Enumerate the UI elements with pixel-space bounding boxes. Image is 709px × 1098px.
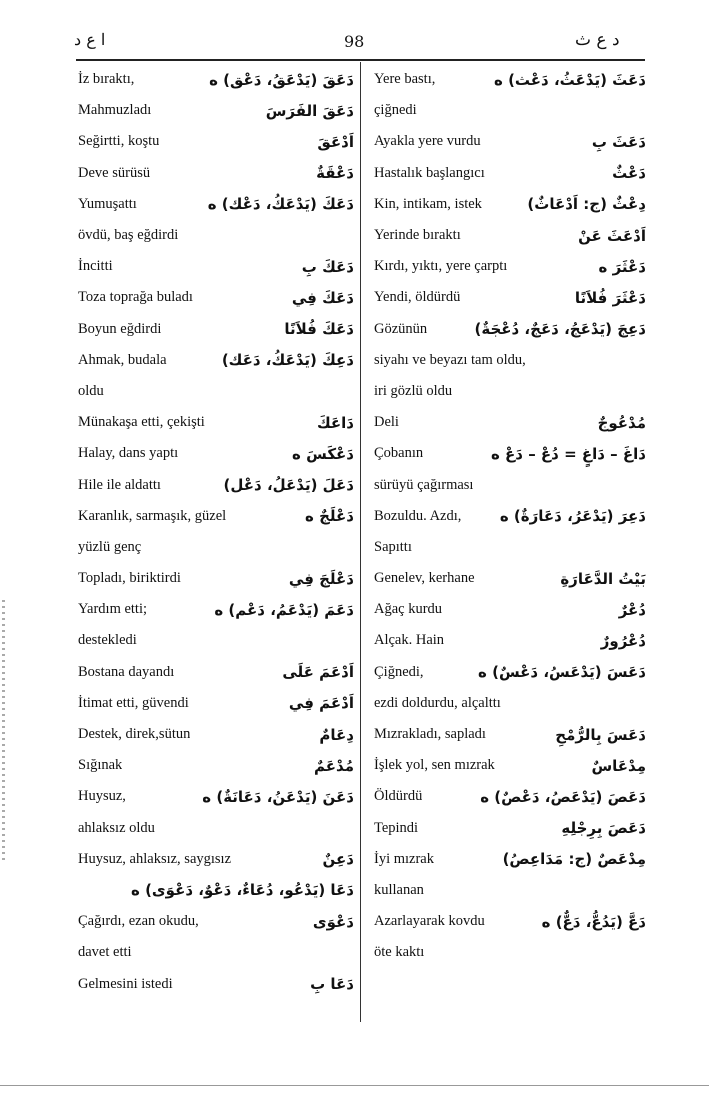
turkish-definition: Gözünün (374, 320, 428, 337)
turkish-definition: Destek, direk,sütun (78, 726, 191, 743)
arabic-headword: اَدْعَمَ فِي (288, 694, 354, 713)
dictionary-entry-line (78, 314, 354, 345)
header-left-letters: ا ع د (74, 30, 106, 49)
arabic-headword: دَاعَكَ (316, 413, 354, 432)
arabic-headword: دَعْثَرَ ه (598, 257, 646, 276)
arabic-headword: دَعْكَسَ ه (292, 444, 354, 463)
arabic-headword: دَعْقَةٌ (316, 164, 354, 183)
turkish-definition: Çağırdı, ezan okudu, (78, 913, 199, 930)
arabic-headword: اَدْعَقَ (317, 132, 354, 151)
turkish-definition: Mahmuzladı (78, 102, 152, 119)
arabic-headword: مُدْعُوجٌ (597, 413, 646, 432)
turkish-definition: Kin, intikam, istek (374, 195, 482, 212)
turkish-definition: Yumuşattı (78, 195, 137, 212)
arabic-headword: دَعَا (يَدْعُو، دُعَاءٌ، دَعْوٌ، دَعْوَى) ه (131, 881, 354, 900)
dictionary-entry-line (78, 625, 354, 656)
turkish-definition: siyahı ve beyazı tam oldu, (374, 351, 526, 368)
dictionary-entry-line (78, 220, 354, 251)
dictionary-entry-line (78, 64, 354, 95)
turkish-definition: Toza toprağa buladı (78, 289, 193, 306)
turkish-definition: davet etti (78, 944, 132, 961)
dictionary-entry-line (78, 469, 354, 500)
column-divider (360, 62, 361, 1022)
arabic-headword: دَعِنٌ (322, 850, 354, 869)
dictionary-entry-line (78, 407, 354, 438)
turkish-definition: İtimat etti, güvendi (78, 694, 189, 711)
turkish-definition: Ahmak, budala (78, 351, 167, 368)
turkish-definition: öte kaktı (374, 944, 425, 961)
dictionary-entry-line (374, 189, 646, 220)
dictionary-entry-line (374, 937, 646, 968)
arabic-headword: دَعَكَ (يَدْعَكُ، دَعْك) ه (207, 195, 354, 214)
turkish-definition: oldu (78, 382, 104, 399)
arabic-headword: دَعَا بِ (310, 975, 354, 994)
turkish-definition: Huysuz, (78, 788, 126, 805)
scan-margin-marks (2, 600, 5, 860)
arabic-headword: مُدْعَمٌ (314, 756, 354, 775)
dictionary-entry-line (78, 532, 354, 563)
dictionary-entry-line (374, 657, 646, 688)
turkish-definition: Sığınak (78, 757, 123, 774)
dictionary-entry-line (374, 532, 646, 563)
turkish-definition: Hile ile aldattı (78, 476, 161, 493)
dictionary-entry-line (78, 657, 354, 688)
dictionary-entry-line (374, 469, 646, 500)
arabic-headword: دَعْلَجَ فِي (288, 569, 354, 588)
turkish-definition: Genelev, kerhane (374, 570, 475, 587)
arabic-headword: دِعْثٌ (ج: اَدْعَاثٌ) (527, 195, 646, 214)
turkish-definition: Çiğnedi, (374, 663, 424, 680)
turkish-definition: Sapıttı (374, 538, 412, 555)
dictionary-entry-line (374, 813, 646, 844)
arabic-headword: دَعَكَ فُلاَنًا (284, 320, 354, 339)
dictionary-entry-line (374, 875, 646, 906)
arabic-headword: دَعَسَ بِالرُّمْحِ (555, 725, 646, 744)
dictionary-entry-line (78, 95, 354, 126)
turkish-definition: Hastalık başlangıcı (374, 164, 485, 181)
turkish-definition: Yendi, öldürdü (374, 289, 461, 306)
turkish-definition: İyi mızrak (374, 850, 434, 867)
dictionary-entry-line (78, 563, 354, 594)
turkish-definition: Gelmesini istedi (78, 975, 173, 992)
arabic-headword: دَعَكَ فِي (291, 288, 354, 307)
dictionary-entry-line (78, 158, 354, 189)
turkish-definition: İşlek yol, sen mızrak (374, 757, 495, 774)
turkish-definition: Deli (374, 414, 399, 431)
dictionary-entry-line (374, 376, 646, 407)
arabic-headword: اَدْعَثَ عَنْ (578, 226, 646, 245)
header-right-letters: د ع ث (575, 30, 620, 50)
turkish-definition: Karanlık, sarmaşık, güzel (78, 507, 227, 524)
arabic-headword: دَعَّ (يَدُعُّ، دَعٌّ) ه (541, 912, 646, 931)
turkish-definition: destekledi (78, 632, 137, 649)
dictionary-entry-line (78, 719, 354, 750)
turkish-definition: Kırdı, yıktı, yere çarptı (374, 258, 508, 275)
turkish-definition: iri gözlü oldu (374, 382, 453, 399)
dictionary-entry-line (78, 438, 354, 469)
dictionary-entry-line (78, 251, 354, 282)
dictionary-entry-line (374, 95, 646, 126)
dictionary-entry-line (78, 750, 354, 781)
arabic-headword: دَعْوَى (312, 912, 354, 931)
arabic-headword: دَعَسَ (يَدْعَسُ، دَعْسٌ) ه (478, 663, 646, 682)
dictionary-entry-line (374, 844, 646, 875)
dictionary-entry-line (78, 844, 354, 875)
arabic-headword: دُعْرٌ (618, 600, 646, 619)
arabic-headword: دَعَنَ (يَدْعَنُ، دَعَانَةٌ) ه (202, 787, 354, 806)
dictionary-entry-line (374, 688, 646, 719)
arabic-headword: دَعَثَ (يَدْعَثُ، دَعْث) ه (494, 70, 646, 89)
arabic-headword: دَعَصَ (يَدْعَصُ، دَعْصٌ) ه (480, 787, 646, 806)
dictionary-entry-line (374, 64, 646, 95)
dictionary-entry-line (374, 906, 646, 937)
dictionary-entry-line (374, 781, 646, 812)
turkish-definition: övdü, baş eğdirdi (78, 227, 179, 244)
turkish-definition: Huysuz, ahlaksız, saygısız (78, 850, 232, 867)
arabic-headword: دَعَقَ الفَرَسَ (265, 101, 354, 120)
dictionary-entry-line (78, 781, 354, 812)
arabic-headword: دَعَكَ بِ (301, 257, 354, 276)
turkish-definition: çiğnedi (374, 102, 417, 119)
turkish-definition: kullanan (374, 881, 424, 898)
turkish-definition: ahlaksız oldu (78, 819, 155, 836)
dictionary-entry-line (78, 937, 354, 968)
arabic-headword: اَدْعَمَ عَلَى (282, 663, 354, 682)
dictionary-entry-line (374, 625, 646, 656)
dictionary-entry-line (78, 189, 354, 220)
dictionary-entry-line (374, 501, 646, 532)
turkish-definition: Boyun eğdirdi (78, 320, 162, 337)
dictionary-entry-line (374, 282, 646, 313)
dictionary-entry-line (78, 376, 354, 407)
dictionary-entry-line (78, 813, 354, 844)
turkish-definition: Topladı, biriktirdi (78, 570, 181, 587)
dictionary-entry-line (78, 126, 354, 157)
turkish-definition: Yerinde bıraktı (374, 227, 461, 244)
arabic-headword: دِعَامٌ (319, 725, 354, 744)
left-column (78, 64, 354, 1000)
dictionary-entry-line (78, 594, 354, 625)
turkish-definition: Halay, dans yaptı (78, 445, 179, 462)
turkish-definition: Azarlayarak kovdu (374, 913, 485, 930)
turkish-definition: Deve sürüsü (78, 164, 151, 181)
turkish-definition: Alçak. Hain (374, 632, 445, 649)
turkish-definition: yüzlü genç (78, 538, 142, 555)
dictionary-entry-line (374, 750, 646, 781)
turkish-definition: Öldürdü (374, 788, 423, 805)
turkish-definition: Seğirtti, koştu (78, 133, 160, 150)
dictionary-entry-line (78, 688, 354, 719)
turkish-definition: Ayakla yere vurdu (374, 133, 481, 150)
turkish-definition: sürüyü çağırması (374, 476, 474, 493)
dictionary-entry-line (374, 314, 646, 345)
dictionary-entry-line (374, 594, 646, 625)
turkish-definition: Ağaç kurdu (374, 601, 443, 618)
arabic-headword: دُعْرُورٌ (600, 631, 646, 650)
arabic-headword: دَعْثٌ (612, 164, 646, 183)
arabic-headword: دَعِرَ (يَدْعَرُ، دَعَارَةٌ) ه (499, 507, 646, 526)
page-number: 98 (344, 32, 365, 51)
dictionary-entry-line (78, 345, 354, 376)
turkish-definition: ezdi doldurdu, alçalttı (374, 694, 501, 711)
dictionary-entry-line (374, 407, 646, 438)
dictionary-entry-line (374, 220, 646, 251)
turkish-definition: İz bıraktı, (78, 71, 135, 88)
turkish-definition: Bozuldu. Azdı, (374, 507, 462, 524)
arabic-headword: دَعِجَ (يَدْعَجُ، دَعَجٌ، دُعْجَةٌ) (474, 320, 646, 339)
dictionary-entry-line (78, 906, 354, 937)
right-column (374, 64, 646, 968)
dictionary-entry-line (78, 501, 354, 532)
arabic-headword: مِدْعَصٌ (ج: مَدَاعِصُ) (502, 850, 646, 869)
arabic-headword: دَعَقَ (يَدْعَقُ، دَعْق) ه (209, 70, 354, 89)
turkish-definition: Çobanın (374, 445, 424, 462)
arabic-headword: دَعْلَجٌ ه (305, 507, 354, 526)
dictionary-entry-line (78, 875, 354, 906)
arabic-headword: بَيْتُ الدَّعَارَةِ (560, 569, 646, 588)
arabic-headword: دَعَثَ بِ (591, 132, 646, 151)
turkish-definition: Mızrakladı, sapladı (374, 726, 486, 743)
turkish-definition: Yere bastı, (374, 71, 436, 88)
turkish-definition: Münakaşa etti, çekişti (78, 414, 205, 431)
turkish-definition: Yardım etti; (78, 601, 148, 618)
dictionary-entry-line (374, 345, 646, 376)
arabic-headword: دَعَمَ (يَدْعَمُ، دَعْم) ه (214, 600, 354, 619)
dictionary-entry-line (78, 282, 354, 313)
dictionary-entry-line (374, 158, 646, 189)
dictionary-entry-line (78, 968, 354, 999)
dictionary-entry-line (374, 251, 646, 282)
arabic-headword: دَاغَ – دَاغٍ = دُعْ – دَعْ ه (490, 444, 646, 463)
arabic-headword: مِدْعَاسٌ (591, 756, 646, 775)
header-rule (76, 59, 645, 61)
turkish-definition: İncitti (78, 258, 113, 275)
dictionary-entry-line (374, 563, 646, 594)
dictionary-entry-line (374, 719, 646, 750)
arabic-headword: دَعِكَ (يَدْعَكُ، دَعَك) (221, 351, 354, 370)
page-bottom-edge (0, 1085, 709, 1086)
arabic-headword: دَعَصَ بِرِجْلِهِ (561, 819, 646, 838)
arabic-headword: دَعَلَ (يَدْعَلُ، دَعْل) (223, 476, 354, 495)
arabic-headword: دَعْثَرَ فُلاَنًا (574, 288, 646, 307)
dictionary-entry-line (374, 126, 646, 157)
dictionary-entry-line (374, 438, 646, 469)
turkish-definition: Bostana dayandı (78, 663, 175, 680)
turkish-definition: Tepindi (374, 819, 419, 836)
